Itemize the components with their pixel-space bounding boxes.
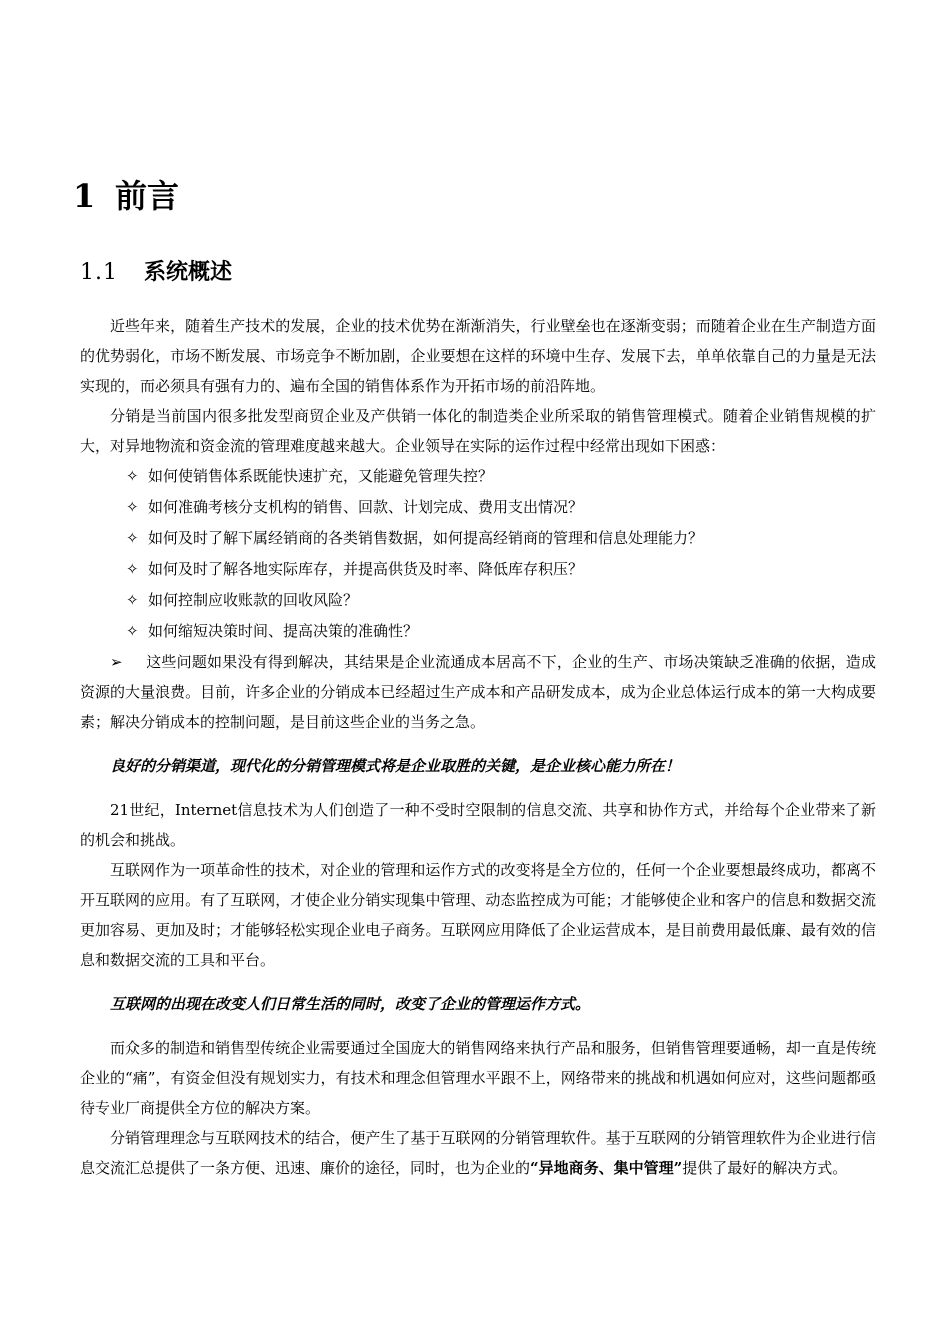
chapter-title: 前言	[115, 177, 180, 215]
section-body	[80, 311, 876, 1183]
section-title: 系统概述	[144, 259, 233, 285]
chapter-number: 1	[73, 177, 96, 215]
list-item: ✧ 如何准确考核分支机构的销售、回款、计划完成、费用支出情况？	[80, 492, 876, 523]
emphasis-statement-2: 互联网的出现在改变人们日常生活的同时，改变了企业的管理运作方式。	[110, 995, 591, 1013]
diamond-bullet-icon: ✧	[126, 560, 139, 578]
diamond-bullet-icon: ✧	[126, 591, 139, 609]
paragraph-1: 近些年来，随着生产技术的发展，企业的技术优势在渐渐消失，行业壁垒也在逐渐变弱；而随着企业在生产制造方面的优势弱化，市场不断发展、市场竞争不断加剧，企业要想在这样的环境中生存、发展下去，单单依靠自己的力量是无法实现的，而必须具有强有力的、遍布全国的销售体系作为开拓市场的前沿阵地。	[80, 317, 876, 395]
section-heading	[80, 255, 232, 290]
diamond-bullet-icon: ✧	[126, 498, 139, 516]
list-item: ✧ 如何使销售体系既能快速扩充，又能避免管理失控？	[80, 461, 876, 492]
key-phrase: “异地商务、集中管理”	[530, 1159, 683, 1177]
emphasis-statement-1: 良好的分销渠道，现代化的分销管理模式将是企业取胜的关键，是企业核心能力所在！	[110, 757, 681, 775]
paragraph-4: 21世纪，Internet信息技术为人们创造了一种不受时空限制的信息交流、共享和协作方式，并给每个企业带来了新的机会和挑战。	[80, 801, 876, 849]
list-item: ✧ 如何缩短决策时间、提高决策的准确性？	[80, 616, 876, 647]
paragraph-7: 分销管理理念与互联网技术的结合，便产生了基于互联网的分销管理软件。基于互联网的分销管理软件为企业进行信息交流汇总提供了一条方便、迅速、廉价的途径，同时，也为企业的“异地商务、集中管理”提供了最好的解决方式。	[80, 1129, 876, 1177]
paragraph-5: 互联网作为一项革命性的技术，对企业的管理和运作方式的改变将是全方位的，任何一个企业要想最终成功，都离不开互联网的应用。有了互联网，才使企业分销实现集中管理、动态监控成为可能；才能够使企业和客户的信息和数据交流更加容易、更加及时；才能够轻松实现企业电子商务。互联网应用降低了企业运营成本，是目前费用最低廉、最有效的信息和数据交流的工具和平台。	[80, 861, 876, 969]
list-item: ✧ 如何及时了解下属经销商的各类销售数据，如何提高经销商的管理和信息处理能力？	[80, 523, 876, 554]
section-number: 1.1	[80, 260, 118, 285]
list-item: ✧ 如何及时了解各地实际库存，并提高供货及时率、降低库存积压？	[80, 554, 876, 585]
paragraph-6: 而众多的制造和销售型传统企业需要通过全国庞大的销售网络来执行产品和服务，但销售管理要通畅，却一直是传统企业的“痛”，有资金但没有规划实力，有技术和理念但管理水平跟不上，网络带来的挑战和机遇如何应对，这些问题都亟待专业厂商提供全方位的解决方案。	[80, 1039, 876, 1117]
diamond-bullet-icon: ✧	[126, 622, 139, 640]
diamond-bullet-icon: ✧	[126, 529, 139, 547]
chapter-heading	[73, 172, 179, 220]
paragraph-3: ➢ 这些问题如果没有得到解决，其结果是企业流通成本居高不下，企业的生产、市场决策缺乏准确的依据，造成资源的大量浪费。目前，许多企业的分销成本已经超过生产成本和产品研发成本，成为企业总体运行成本的第一大构成要素；解决分销成本的控制问题，是目前这些企业的当务之急。	[80, 647, 876, 737]
list-item: ✧ 如何控制应收账款的回收风险？	[80, 585, 876, 616]
diamond-bullet-icon: ✧	[126, 467, 139, 485]
arrow-bullet-icon: ➢	[110, 653, 123, 671]
question-list	[80, 461, 876, 647]
paragraph-2: 分销是当前国内很多批发型商贸企业及产供销一体化的制造类企业所采取的销售管理模式。随着企业销售规模的扩大，对异地物流和资金流的管理难度越来越大。企业领导在实际的运作过程中经常出现如下困惑：	[80, 407, 876, 455]
